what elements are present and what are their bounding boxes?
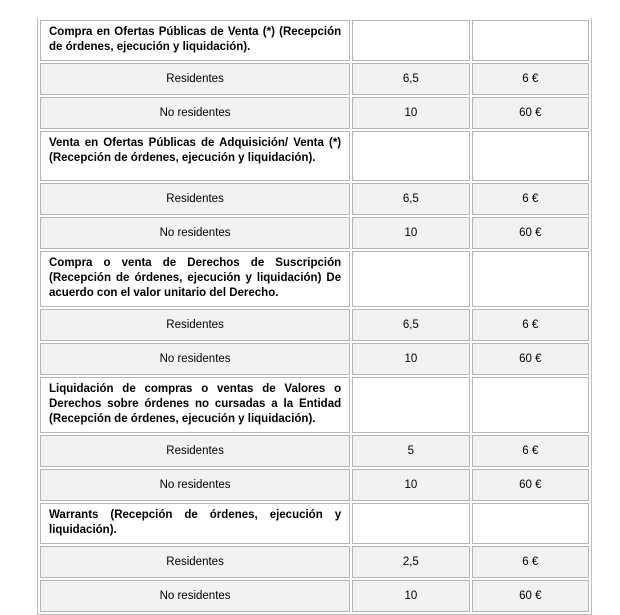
row-minimum: 60 € bbox=[472, 469, 589, 501]
row-percent: 10 bbox=[352, 580, 469, 612]
row-minimum: 60 € bbox=[472, 217, 589, 249]
section-title: Liquidación de compras o ventas de Valores o Derechos sobre órdenes no cursadas a la Entidad (Recepción de órdenes, ejecución y liquidación). bbox=[40, 377, 350, 433]
table-row bbox=[40, 343, 589, 375]
table-row bbox=[40, 63, 589, 95]
row-label: Residentes bbox=[40, 546, 350, 578]
empty-cell bbox=[472, 131, 589, 181]
table-row bbox=[40, 217, 589, 249]
table-row bbox=[40, 469, 589, 501]
row-minimum: 60 € bbox=[472, 97, 589, 129]
row-percent: 10 bbox=[352, 343, 469, 375]
row-percent: 6,5 bbox=[352, 309, 469, 341]
empty-cell bbox=[352, 131, 469, 181]
row-label: Residentes bbox=[40, 183, 350, 215]
row-minimum: 6 € bbox=[472, 309, 589, 341]
row-minimum: 6 € bbox=[472, 435, 589, 467]
empty-cell bbox=[352, 20, 469, 61]
fees-table-container bbox=[37, 18, 592, 615]
table-row bbox=[40, 546, 589, 578]
empty-cell bbox=[352, 377, 469, 433]
row-minimum: 60 € bbox=[472, 343, 589, 375]
row-minimum: 6 € bbox=[472, 546, 589, 578]
row-percent: 6,5 bbox=[352, 183, 469, 215]
row-label: No residentes bbox=[40, 97, 350, 129]
table-row bbox=[40, 309, 589, 341]
row-label: No residentes bbox=[40, 469, 350, 501]
row-label: Residentes bbox=[40, 435, 350, 467]
section-header-row bbox=[40, 20, 589, 61]
section-header-row bbox=[40, 503, 589, 544]
table-row bbox=[40, 97, 589, 129]
row-percent: 6,5 bbox=[352, 63, 469, 95]
empty-cell bbox=[352, 503, 469, 544]
table-row bbox=[40, 580, 589, 612]
empty-cell bbox=[472, 251, 589, 307]
row-minimum: 6 € bbox=[472, 63, 589, 95]
section-title: Venta en Ofertas Públicas de Adquisición/ Venta (*) (Recepción de órdenes, ejecución y liquidación). bbox=[40, 131, 350, 181]
row-percent: 5 bbox=[352, 435, 469, 467]
row-percent: 10 bbox=[352, 97, 469, 129]
section-header-row bbox=[40, 131, 589, 181]
row-percent: 10 bbox=[352, 469, 469, 501]
section-title: Warrants (Recepción de órdenes, ejecución y liquidación). bbox=[40, 503, 350, 544]
row-percent: 2,5 bbox=[352, 546, 469, 578]
row-label: No residentes bbox=[40, 217, 350, 249]
table-row bbox=[40, 435, 589, 467]
row-label: Residentes bbox=[40, 309, 350, 341]
section-title: Compra en Ofertas Públicas de Venta (*) (Recepción de órdenes, ejecución y liquidación). bbox=[40, 20, 350, 61]
row-label: No residentes bbox=[40, 580, 350, 612]
empty-cell bbox=[472, 377, 589, 433]
empty-cell bbox=[472, 20, 589, 61]
section-title: Compra o venta de Derechos de Suscripción (Recepción de órdenes, ejecución y liquidación) De acuerdo con el valor unitario del Derecho. bbox=[40, 251, 350, 307]
section-header-row bbox=[40, 377, 589, 433]
row-label: Residentes bbox=[40, 63, 350, 95]
row-label: No residentes bbox=[40, 343, 350, 375]
row-percent: 10 bbox=[352, 217, 469, 249]
table-row bbox=[40, 183, 589, 215]
empty-cell bbox=[352, 251, 469, 307]
row-minimum: 60 € bbox=[472, 580, 589, 612]
fees-table bbox=[38, 18, 591, 614]
empty-cell bbox=[472, 503, 589, 544]
row-minimum: 6 € bbox=[472, 183, 589, 215]
section-header-row bbox=[40, 251, 589, 307]
